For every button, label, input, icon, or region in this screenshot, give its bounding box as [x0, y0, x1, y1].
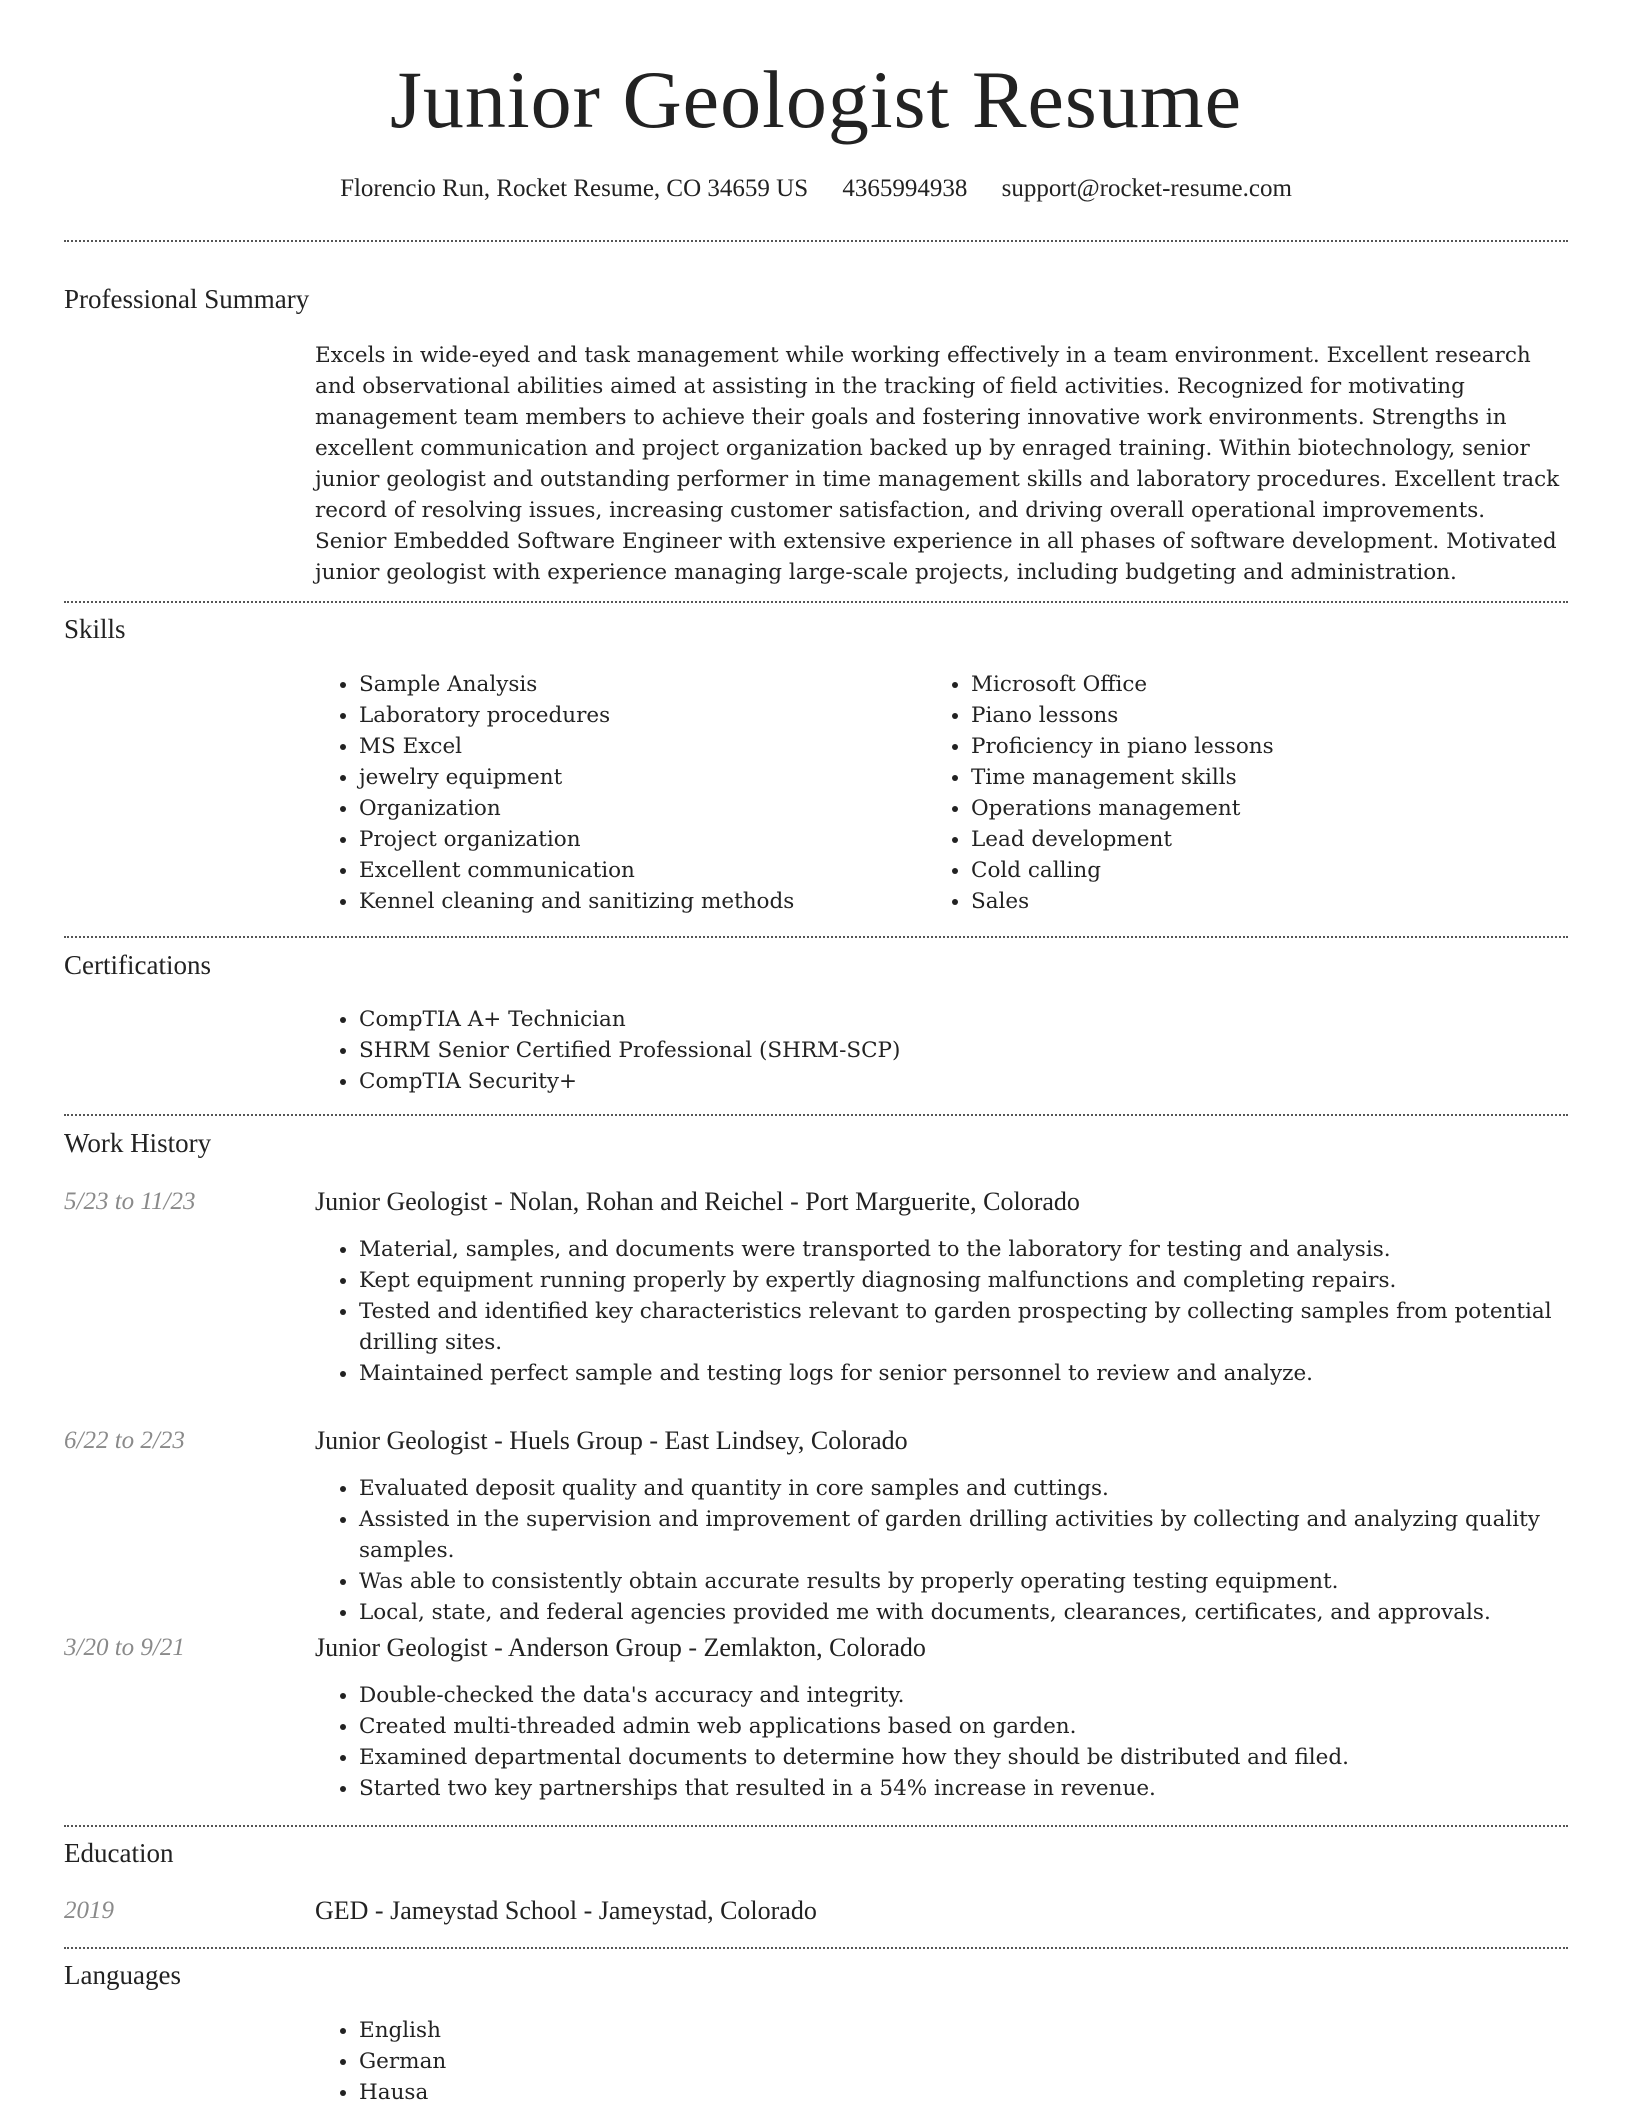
language-item: • German	[359, 2046, 959, 2077]
contact-email: support@rocket-resume.com	[1001, 175, 1292, 202]
job-bullet: • Tested and identified key characteristics relevant to garden prospecting by collecting samples from potential drilling sites.	[359, 1296, 1604, 1358]
skill-item: • Excellent communication	[359, 855, 919, 886]
skill-item: • Cold calling	[971, 855, 1571, 886]
divider	[64, 936, 1568, 938]
job-dates: 3/20 to 9/21	[64, 1634, 185, 1661]
skill-item: • Proficiency in piano lessons	[971, 731, 1571, 762]
job-bullet: • Started two key partnerships that resulted in a 54% increase in revenue.	[359, 1773, 1604, 1804]
job-dates: 6/22 to 2/23	[64, 1427, 185, 1454]
contact-address: Florencio Run, Rocket Resume, CO 34659 US	[340, 175, 809, 202]
language-item: • Hausa	[359, 2077, 959, 2108]
skill-item: • Sales	[971, 886, 1571, 917]
job-bullets	[315, 1473, 1604, 1628]
job-bullet: • Was able to consistently obtain accurate results by properly operating testing equipment.	[359, 1566, 1604, 1597]
skills-heading: Skills	[64, 614, 126, 644]
job-bullet: • Double-checked the data's accuracy and integrity.	[359, 1680, 1604, 1711]
certifications-list	[315, 1004, 1559, 1097]
job-bullet: • Examined departmental documents to determine how they should be distributed and filed.	[359, 1742, 1604, 1773]
languages-heading: Languages	[64, 1960, 181, 1990]
job-bullet: • Material, samples, and documents were transported to the laboratory for testing and analysis.	[359, 1234, 1604, 1265]
languages-list	[315, 2015, 959, 2108]
job-bullet: • Maintained perfect sample and testing logs for senior personnel to review and analyze.	[359, 1358, 1604, 1389]
certification-item: • CompTIA Security+	[359, 1066, 1559, 1097]
skill-item: • Operations management	[971, 793, 1571, 824]
skill-item: • Project organization	[359, 824, 919, 855]
skill-item: • Microsoft Office	[971, 669, 1571, 700]
divider	[64, 1825, 1568, 1827]
certification-item: • CompTIA A+ Technician	[359, 1004, 1559, 1035]
job-bullet: • Kept equipment running properly by expertly diagnosing malfunctions and completing repairs.	[359, 1265, 1604, 1296]
job-dates: 5/23 to 11/23	[64, 1188, 196, 1215]
education-heading: Education	[64, 1838, 174, 1868]
divider	[64, 240, 1568, 242]
summary-text: Excels in wide-eyed and task management while working effectively in a team environment. Excellent research and observational abilities aimed at assisting in the tracking of field activities. Recognized for motivating management team members to achieve their goals and fostering innovative work environments. Strengths in excellent communication and project organization backed up by enraged training. Within biotechnology, senior junior geologist and outstanding performer in time management skills and laboratory procedures. Excellent track record of resolving issues, increasing customer satisfaction, and driving overall operational improvements. Senior Embedded Software Engineer with extensive experience in all phases of software development. Motivated junior geologist with experience managing large-scale projects, including budgeting and administration.	[315, 343, 1560, 585]
job-bullet: • Evaluated deposit quality and quantity in core samples and cuttings.	[359, 1473, 1604, 1504]
skill-item: • Organization	[359, 793, 919, 824]
summary-heading: Professional Summary	[64, 284, 310, 314]
job-bullet: • Assisted in the supervision and improvement of garden drilling activities by collecting and analyzing quality samples.	[359, 1504, 1604, 1566]
divider	[64, 1114, 1568, 1116]
resume-title: Junior Geologist Resume	[389, 54, 1243, 145]
job-bullets	[315, 1680, 1604, 1804]
education-year: 2019	[64, 1897, 114, 1924]
language-item: • English	[359, 2015, 959, 2046]
skill-item: • Laboratory procedures	[359, 700, 919, 731]
certifications-heading: Certifications	[64, 950, 211, 980]
job-bullet: • Local, state, and federal agencies provided me with documents, clearances, certificates, and approvals.	[359, 1597, 1604, 1628]
skill-item: • Piano lessons	[971, 700, 1571, 731]
job-title: Junior Geologist - Huels Group - East Lindsey, Colorado	[315, 1426, 908, 1455]
contact-phone: 4365994938	[842, 175, 968, 202]
skill-item: • Kennel cleaning and sanitizing methods	[359, 886, 919, 917]
skill-item: • jewelry equipment	[359, 762, 919, 793]
skill-item: • Lead development	[971, 824, 1571, 855]
skills-list-right	[927, 669, 1571, 917]
skills-list-left	[315, 669, 919, 917]
divider	[64, 1947, 1568, 1949]
skill-item: • Sample Analysis	[359, 669, 919, 700]
work-heading: Work History	[64, 1128, 212, 1158]
contact-line	[0, 172, 1632, 206]
job-bullets	[315, 1234, 1604, 1389]
certification-item: • SHRM Senior Certified Professional (SHRM-SCP)	[359, 1035, 1559, 1066]
divider	[64, 601, 1568, 603]
job-title: Junior Geologist - Anderson Group - Zemlakton, Colorado	[315, 1633, 926, 1662]
skill-item: • Time management skills	[971, 762, 1571, 793]
job-bullet: • Created multi-threaded admin web applications based on garden.	[359, 1711, 1604, 1742]
skill-item: • MS Excel	[359, 731, 919, 762]
job-title: Junior Geologist - Nolan, Rohan and Reichel - Port Marguerite, Colorado	[315, 1187, 1080, 1216]
education-entry: GED - Jameystad School - Jameystad, Colorado	[315, 1896, 817, 1925]
